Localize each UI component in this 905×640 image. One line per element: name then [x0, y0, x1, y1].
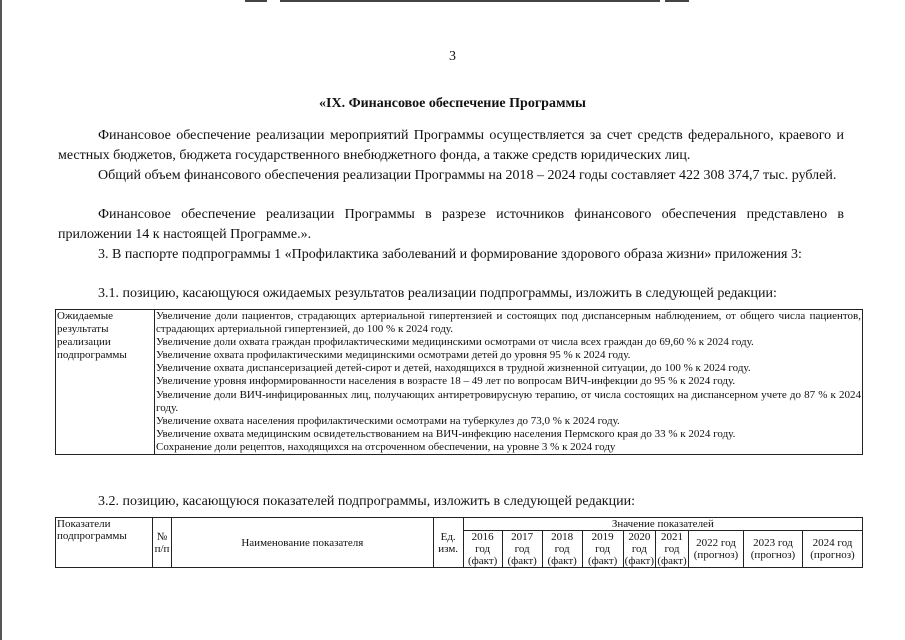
year-label: 2016 — [471, 531, 494, 543]
paragraph-results-position: 3.1. позицию, касающуюся ожидаемых результатов реализации подпрограммы, изложить в следующей редакции: — [98, 286, 777, 301]
paragraph-appendix-reference: Финансовое обеспечение реализации Программы в разрезе источников финансового обеспечения представлено в приложении 14 к настоящей Программе.». — [58, 207, 844, 242]
year-label — [804, 537, 861, 549]
page-top-border — [665, 0, 689, 2]
year-note: (прогноз) — [810, 549, 855, 561]
result-item: Увеличение охвата диспансеризацией детей-сирот и детей, находящихся в трудной жизненной ситуации, до 100 % к 2024 году. — [156, 362, 751, 375]
year-word: год — [664, 543, 680, 555]
year-header-cell — [463, 531, 502, 568]
year-header-cell — [656, 531, 689, 568]
year-number: 2023 — [753, 537, 776, 549]
year-header-cell — [803, 531, 863, 568]
year-label: 2019 — [591, 531, 614, 543]
year-note: (факт) — [467, 555, 498, 567]
results-label-cell: Ожидаемые результаты реализации подпрограммы — [56, 310, 155, 455]
year-note: (факт) — [547, 555, 577, 567]
year-header-cell — [744, 531, 803, 568]
paragraph-financing-sources: Финансовое обеспечение реализации мероприятий Программы осуществляется за счет средств федерального, краевого и местных бюджетов, бюджета государственного внебюджетного фонда, а также средств юридических лиц. — [58, 128, 844, 163]
result-item: Сохранение доли рецептов, находящихся на отсроченном обеспечении, на уровне 3 % к 2024 году — [156, 440, 616, 453]
year-note: (факт) — [624, 555, 654, 567]
paragraph-subprogram-passport: 3. В паспорте подпрограммы 1 «Профилактика заболеваний и формирование здорового образа жизни» приложения 3: — [98, 247, 802, 262]
year-header-cell — [689, 531, 744, 568]
paragraph-indicators-position: 3.2. позицию, касающуюся показателей подпрограммы, изложить в следующей редакции: — [98, 494, 635, 509]
year-label: 2018 — [551, 531, 574, 543]
year-label: 2021 — [661, 531, 683, 543]
year-word: год — [514, 543, 530, 555]
year-word: год — [777, 537, 793, 549]
year-word: год — [475, 543, 491, 555]
year-note: (прогноз) — [693, 549, 739, 561]
results-items-cell — [155, 310, 863, 455]
year-note: (прогноз) — [750, 549, 796, 561]
col-header-unit: Ед. изм. — [433, 518, 463, 568]
result-item: Увеличение доли пациентов, страдающих артериальной гипертензией и состоящих под диспансерным наблюдением, от общего числа пациентов, страдающих артериальной гипертензией, до 100 % к 2024 году. — [156, 310, 861, 336]
year-note: (факт) — [657, 555, 687, 567]
section-heading: «IX. Финансовое обеспечение Программы — [319, 96, 586, 111]
result-item: Увеличение охвата медицинским освидетельствованием на ВИЧ-инфекцию населения Пермского края до 33 % к 2024 году. — [156, 427, 736, 440]
result-item: Увеличение охвата профилактическими медицинскими осмотрами детей до уровня 95 % к 2024 году. — [156, 349, 631, 362]
year-word: год — [595, 543, 611, 555]
year-note: (факт) — [587, 555, 618, 567]
col-header-number: № п/п — [153, 518, 172, 568]
page-number: 3 — [449, 49, 456, 64]
year-label: 2020 — [628, 531, 651, 543]
table-row — [56, 310, 863, 455]
year-number: 2022 — [696, 537, 719, 549]
year-header-cell — [542, 531, 582, 568]
year-label — [690, 537, 742, 549]
result-item: Увеличение доли ВИЧ-инфицированных лиц, получающих антиретровирусную терапию, от числа состоящих на диспансерном учете до 87 % к 2024 году. — [156, 388, 861, 414]
indicators-table — [55, 517, 863, 568]
year-word: год — [554, 543, 570, 555]
col-header-indicators: Показатели подпрограммы — [56, 518, 153, 568]
result-item: Увеличение доли охвата граждан профилактическими медицинскими осмотрами от числа всех граждан до 69,60 % к 2024 году. — [156, 336, 754, 349]
year-note: (факт) — [507, 555, 537, 567]
page-top-border — [245, 0, 267, 2]
year-header-cell — [582, 531, 623, 568]
year-header-cell — [502, 531, 542, 568]
col-header-name: Наименование показателя — [172, 518, 434, 568]
year-label: 2017 — [511, 531, 534, 543]
page-top-border — [280, 0, 660, 2]
year-header-cell — [623, 531, 655, 568]
result-item: Увеличение охвата населения профилактическими осмотрами на туберкулез до 73,0 % к 2024 году. — [156, 414, 620, 427]
year-label — [745, 537, 801, 549]
year-word: год — [631, 543, 647, 555]
result-item: Увеличение уровня информированности населения в возрасте 18 – 49 лет по вопросам ВИЧ-инфекции до 95 % к 2024 году. — [156, 375, 736, 388]
col-header-values: Значение показателей — [463, 518, 862, 531]
year-number: 2024 — [812, 537, 835, 549]
paragraph-total-volume: Общий объем финансового обеспечения реализации Программы на 2018 – 2024 годы составляет 422 308 374,7 тыс. рублей. — [98, 168, 837, 183]
table-header-row — [56, 518, 863, 531]
year-word: год — [837, 537, 853, 549]
expected-results-table — [55, 309, 863, 455]
year-word: год — [720, 537, 736, 549]
